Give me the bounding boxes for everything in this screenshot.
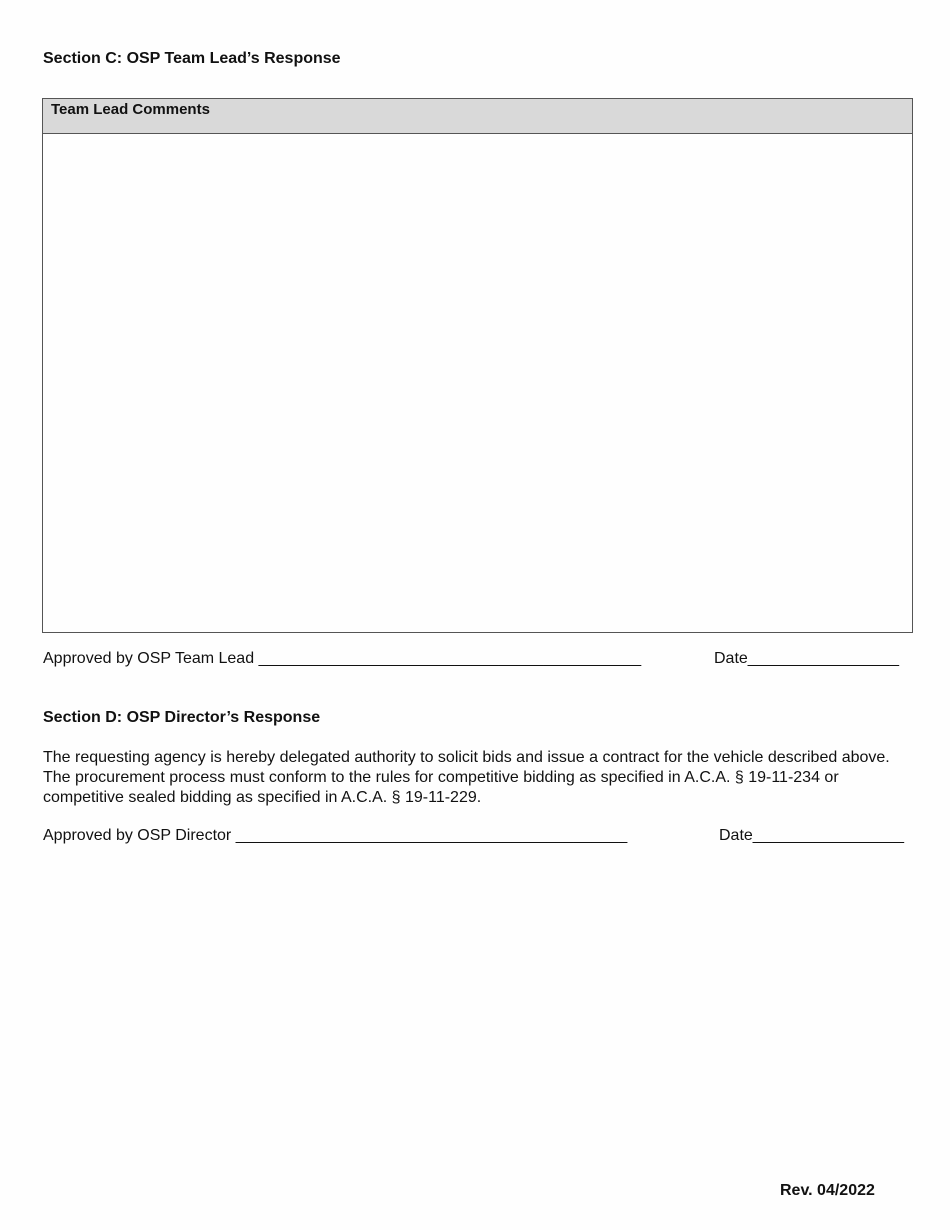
director-approval-line bbox=[43, 827, 627, 845]
section-d-heading: Section D: OSP Director’s Response bbox=[43, 709, 321, 726]
team-lead-date-label: Date bbox=[714, 650, 748, 667]
director-date-line bbox=[719, 827, 904, 845]
director-date-label: Date bbox=[719, 827, 753, 844]
team-lead-signature-field[interactable]: ___________________________________________ bbox=[258, 650, 642, 667]
revision-label: Rev. 04/2022 bbox=[780, 1182, 875, 1199]
team-lead-date-field[interactable]: _________________ bbox=[747, 650, 900, 667]
team-lead-approval-label: Approved by OSP Team Lead bbox=[43, 650, 255, 667]
team-lead-comments-header: Team Lead Comments bbox=[43, 99, 912, 134]
director-date-field[interactable]: _________________ bbox=[752, 827, 905, 844]
team-lead-approval-line bbox=[43, 650, 641, 668]
director-delegation-paragraph: The requesting agency is hereby delegated authority to solicit bids and issue a contract for the vehicle described above. The procurement process must conform to the rules for competitive bidding as specified in A.C.A. § 19-11-234 or competitive sealed bidding as specified in A.C.A. § 19-11-229. bbox=[43, 749, 890, 806]
team-lead-date-line bbox=[714, 650, 899, 668]
section-c-heading: Section C: OSP Team Lead’s Response bbox=[43, 50, 341, 67]
director-signature-field[interactable]: ____________________________________________ bbox=[235, 827, 628, 844]
team-lead-comments-box bbox=[42, 98, 913, 633]
director-approval-label: Approved by OSP Director bbox=[43, 827, 232, 844]
team-lead-comments-field[interactable] bbox=[43, 134, 912, 632]
